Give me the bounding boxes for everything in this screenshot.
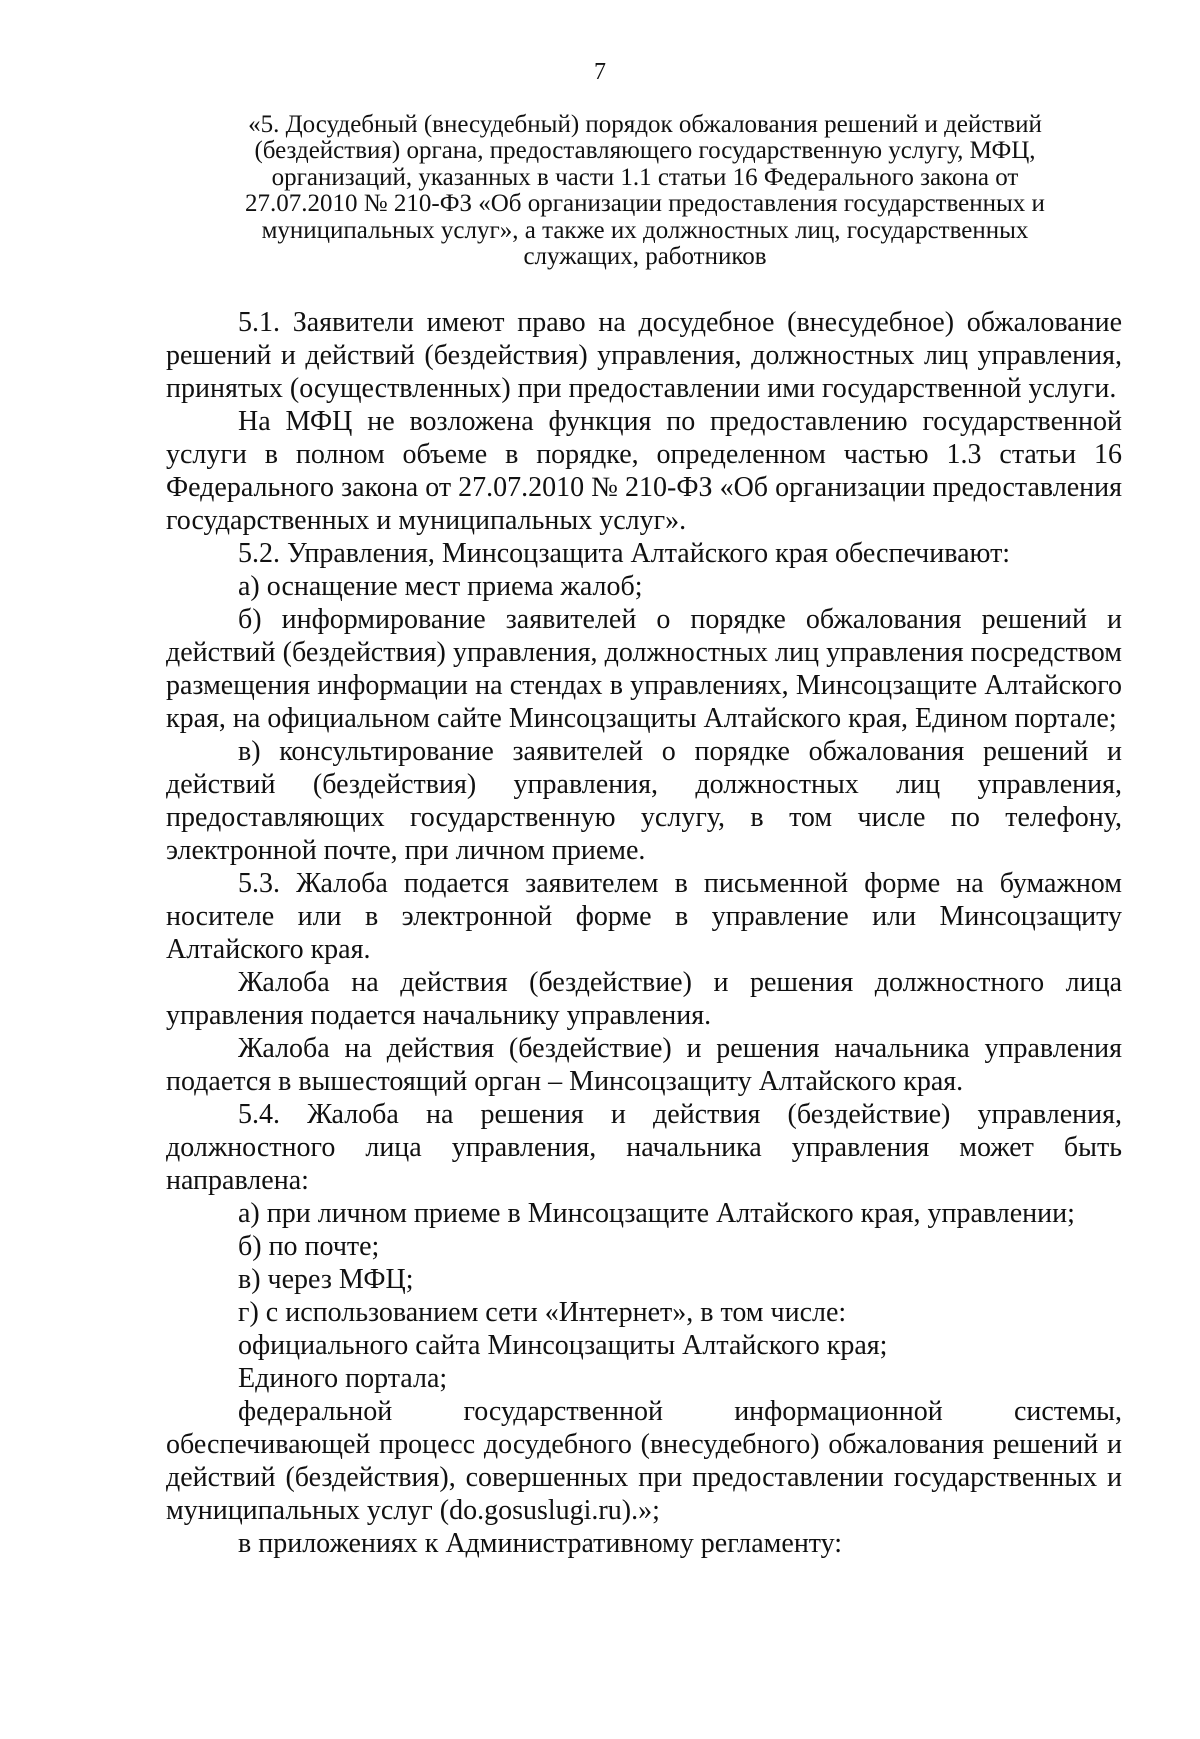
list-item: федеральной государственной информационной системы, обеспечивающей процесс досудебного (внесудебного) обжалования решений и действий (бездействия), совершенных при предоставлении государственных и муниципальных услуг (do.gosuslugi.ru).»; xyxy=(166,1396,1122,1526)
list-item: Единого портала; xyxy=(238,1363,448,1394)
page-number: 7 xyxy=(594,59,606,85)
section-heading-text: «5. Досудебный (внесудебный) порядок обжалования решений и действий (бездействия) органа, предоставляющего государственную услугу, МФЦ, организаций, указанных в части 1.1 статьи 16 Федерального закона от 27.07.2010 № 210-ФЗ «Об организации предоставления государственных и муниципальных услуг», а также их должностных лиц, государственных служащих, работников xyxy=(245,111,1045,271)
document-body xyxy=(166,306,1122,1560)
list-item: официального сайта Минсоцзащиты Алтайского края; xyxy=(238,1330,888,1361)
list-item: б) по почте; xyxy=(238,1231,380,1262)
paragraph: Жалоба на действия (бездействие) и решения начальника управления подается в вышестоящий орган – Минсоцзащиту Алтайского края. xyxy=(166,1033,1122,1097)
paragraph: Жалоба на действия (бездействие) и решения должностного лица управления подается начальнику управления. xyxy=(166,967,1122,1031)
paragraph: в приложениях к Административному регламенту: xyxy=(238,1528,843,1559)
list-item: а) при личном приеме в Минсоцзащите Алтайского края, управлении; xyxy=(238,1198,1075,1229)
section-heading xyxy=(236,112,1054,270)
list-item: г) с использованием сети «Интернет», в том числе: xyxy=(238,1297,847,1328)
list-item: в) консультирование заявителей о порядке обжалования решений и действий (бездействия) управления, должностных лиц управления, предоставляющих государственную услугу, в том числе по телефону, электронной почте, при личном приеме. xyxy=(166,736,1122,866)
paragraph: 5.1. Заявители имеют право на досудебное (внесудебное) обжалование решений и действий (бездействия) управления, должностных лиц управления, принятых (осуществленных) при предоставлении ими государственной услуги. xyxy=(166,307,1122,404)
list-item: б) информирование заявителей о порядке обжалования решений и действий (бездействия) управления, должностных лиц управления посредством размещения информации на стендах в управлениях, Минсоцзащите Алтайского края, на официальном сайте Минсоцзащиты Алтайского края, Едином портале; xyxy=(166,604,1122,734)
paragraph: 5.2. Управления, Минсоцзащита Алтайского края обеспечивают: xyxy=(238,538,1011,569)
list-item: а) оснащение мест приема жалоб; xyxy=(238,571,643,602)
paragraph: 5.3. Жалоба подается заявителем в письменной форме на бумажном носителе или в электронной форме в управление или Минсоцзащиту Алтайского края. xyxy=(166,868,1122,965)
list-item: в) через МФЦ; xyxy=(238,1264,414,1295)
paragraph: 5.4. Жалоба на решения и действия (бездействие) управления, должностного лица управления, начальника управления может быть направлена: xyxy=(166,1099,1122,1196)
paragraph: На МФЦ не возложена функция по предоставлению государственной услуги в полном объеме в порядке, определенном частью 1.3 статьи 16 Федерального закона от 27.07.2010 № 210-ФЗ «Об организации предоставления государственных и муниципальных услуг». xyxy=(166,406,1122,536)
